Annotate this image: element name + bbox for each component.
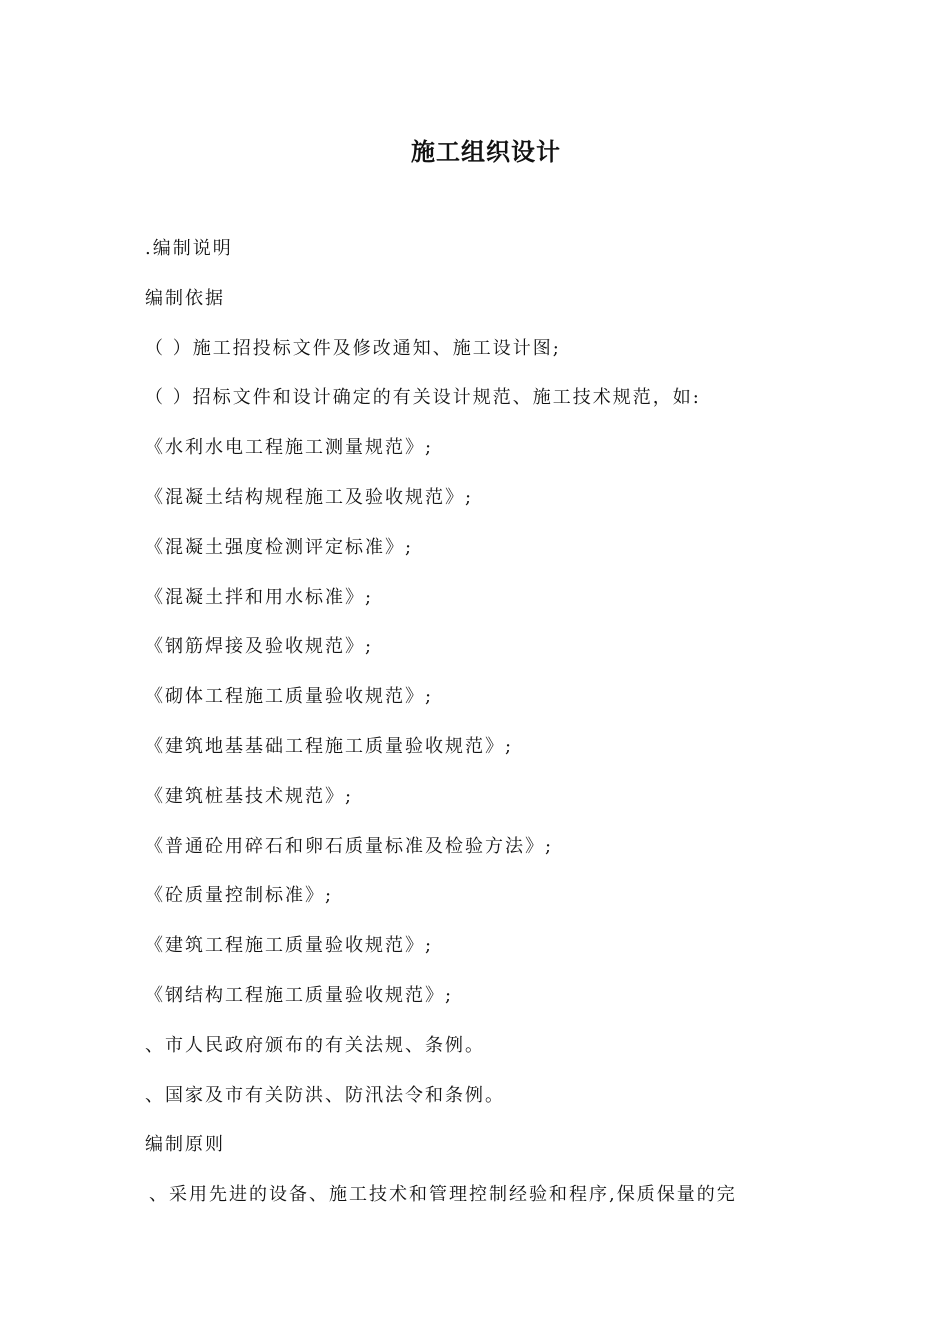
standard-item: 《砼质量控制标准》; [145, 885, 334, 907]
section-heading: .编制说明 [145, 238, 233, 259]
standard-item: 《建筑地基基础工程施工质量验收规范》; [145, 735, 514, 757]
body-line: （ ）施工招投标文件及修改通知、施工设计图; [145, 337, 561, 359]
standard-item: 《混凝土结构规程施工及验收规范》; [145, 486, 474, 508]
body-line: 、采用先进的设备、施工技术和管理控制经验和程序,保质保量的完 [149, 1184, 737, 1206]
standard-item: 《混凝土拌和用水标准》; [145, 586, 374, 608]
standard-item: 《钢筋焊接及验收规范》; [145, 636, 374, 658]
standard-item: 《砌体工程施工质量验收规范》; [145, 686, 434, 708]
subsection-heading: 编制原则 [145, 1134, 225, 1156]
standard-item: 《建筑桩基技术规范》; [145, 785, 354, 807]
body-line: 、市人民政府颁布的有关法规、条例。 [145, 1034, 485, 1056]
document-title: 施工组织设计 [411, 137, 561, 166]
document-body [145, 232, 845, 1228]
standard-item: 《混凝土强度检测评定标准》; [145, 536, 414, 558]
standard-item: 《普通砼用碎石和卵石质量标准及检验方法》; [145, 835, 554, 857]
standard-item: 《建筑工程施工质量验收规范》; [145, 935, 434, 957]
standard-item: 《钢结构工程施工质量验收规范》; [145, 984, 454, 1006]
standard-item: 《水利水电工程施工测量规范》; [145, 437, 434, 459]
body-line: （ ）招标文件和设计确定的有关设计规范、施工技术规范，如: [145, 387, 701, 409]
body-line: 、国家及市有关防洪、防汛法令和条例。 [145, 1084, 505, 1106]
subsection-heading: 编制依据 [145, 287, 225, 309]
